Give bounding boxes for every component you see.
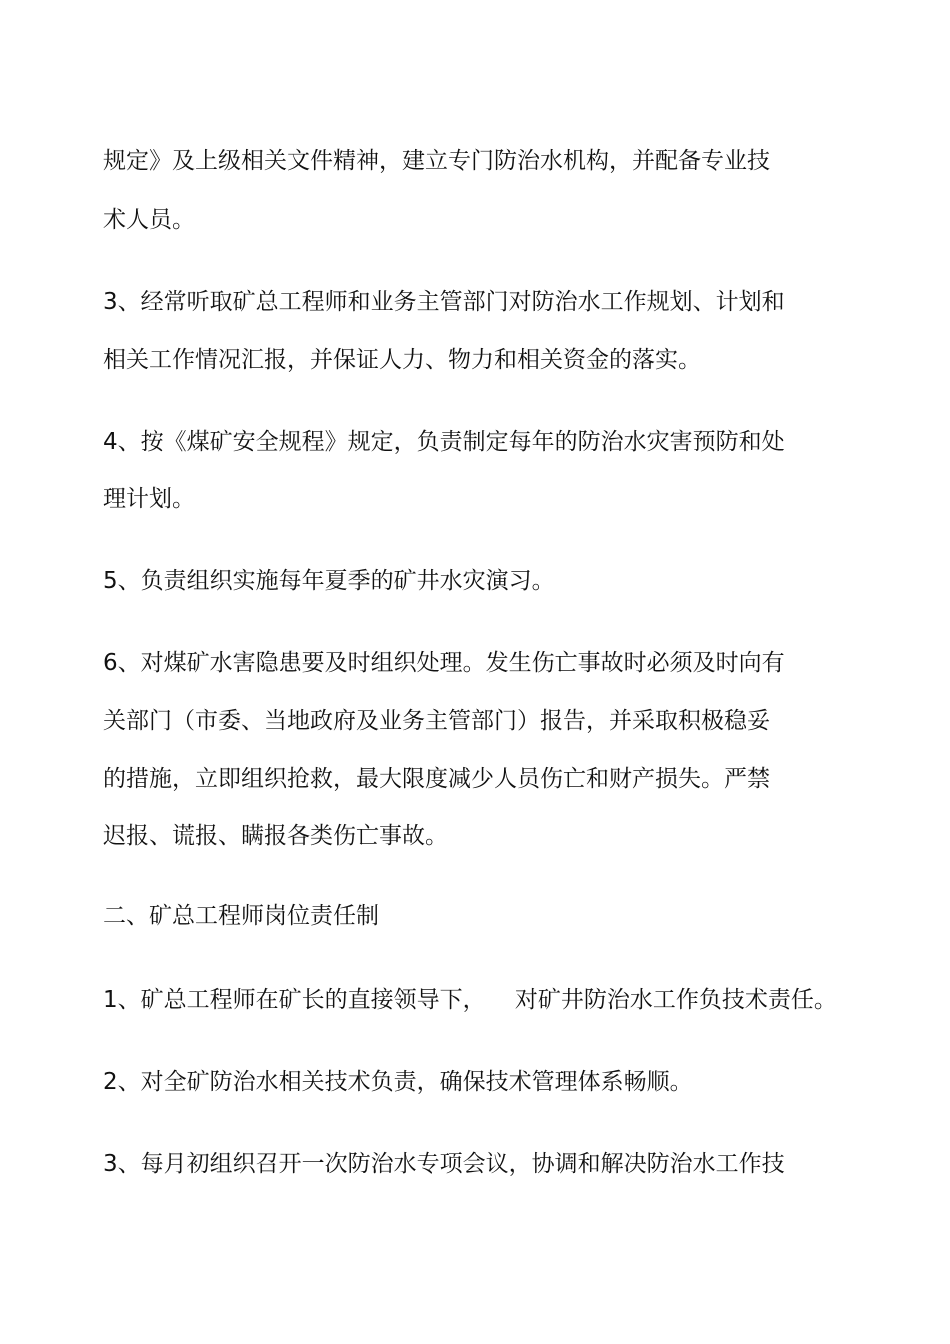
text-line: 理计划。 [103, 486, 195, 512]
text-line: 相关工作情况汇报，并保证人力、物力和相关资金的落实。 [103, 347, 701, 373]
section-heading: 二、矿总工程师岗位责任制 [103, 903, 379, 929]
text-line: 2、对全矿防治水相关技术负责，确保技术管理体系畅顺。 [103, 1069, 693, 1095]
text-line: 4、按《煤矿安全规程》规定，负责制定每年的防治水灾害预防和处 [103, 429, 785, 455]
text-line: 的措施，立即组织抢救，最大限度减少人员伤亡和财产损失。严禁 [103, 766, 770, 792]
text-line: 关部门（市委、当地政府及业务主管部门）报告，并采取积极稳妥 [103, 708, 770, 734]
text-line: 迟报、谎报、瞒报各类伤亡事故。 [103, 823, 448, 849]
text-line: 3、经常听取矿总工程师和业务主管部门对防治水工作规划、计划和 [103, 289, 785, 315]
text-line: 5、负责组织实施每年夏季的矿井水灾演习。 [103, 568, 555, 594]
text-line: 规定》及上级相关文件精神，建立专门防治水机构，并配备专业技 [103, 148, 770, 174]
text-line: 1、矿总工程师在矿长的直接领导下， 对矿井防治水工作负技术责任。 [103, 987, 837, 1013]
text-line: 3、每月初组织召开一次防治水专项会议，协调和解决防治水工作技 [103, 1151, 785, 1177]
text-line: 术人员。 [103, 207, 195, 233]
text-line: 6、对煤矿水害隐患要及时组织处理。发生伤亡事故时必须及时向有 [103, 650, 785, 676]
